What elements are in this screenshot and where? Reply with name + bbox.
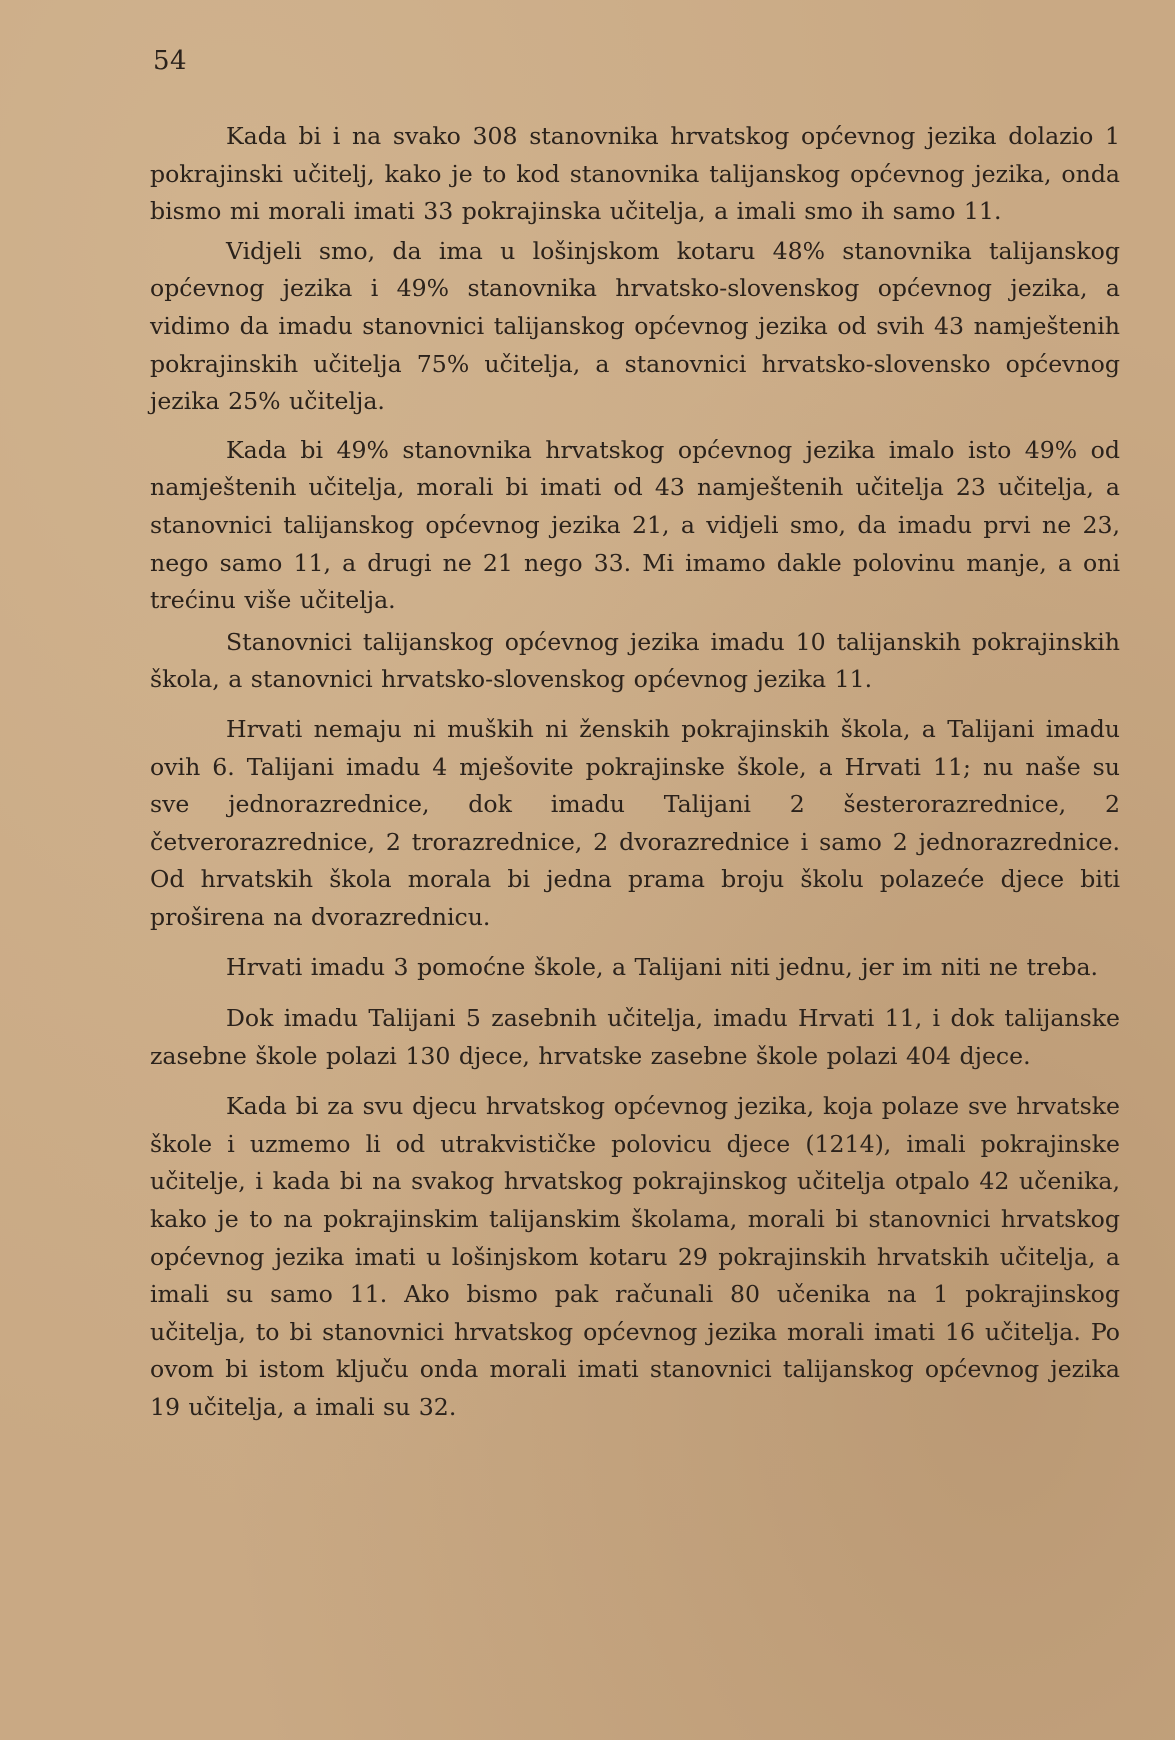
page-number: 54	[153, 46, 188, 76]
paragraph: Dok imadu Talijani 5 zasebnih učitelja, imadu Hrvati 11, i dok talijanske zasebne škole polazi 130 djece, hrvatske zasebne škole polazi 404 djece.	[150, 1004, 1120, 1070]
body-text	[150, 118, 1120, 1440]
paragraph: Kada bi za svu djecu hrvatskog općevnog jezika, koja polaze sve hrvatske škole i uzmemo li od utrakvističke polovicu djece (1214), imali pokrajinske učitelje, i kada bi na svakog hrvatskog pokrajinskog učitelja otpalo 42 učenika, kako je to na pokrajinskim talijanskim školama, morali bi stanovnici hrvatskog općevnog jezika imati u lošinjskom kotaru 29 pokrajinskih hrvatskih učitelja, a imali su samo 11. Ako bismo pak računali 80 učenika na 1 pokrajinskog učitelja, to bi stanovnici hrvatskog općevnog jezika morali imati 16 učitelja. Po ovom bi istom ključu onda morali imati stanovnici talijanskog općevnog jezika 19 učitelja, a imali su 32.	[150, 1092, 1120, 1421]
paragraph: Kada bi i na svako 308 stanovnika hrvatskog općevnog jezika dolazio 1 pokrajinski učitelj, kako je to kod stanovnika talijanskog općevnog jezika, onda bismo mi morali imati 33 pokrajinska učitelja, a imali smo ih samo 11.	[150, 122, 1120, 226]
paragraph: Vidjeli smo, da ima u lošinjskom kotaru 48% stanovnika talijanskog općevnog jezika i 49% stanovnika hrvatsko-slovenskog općevnog jezika, a vidimo da imadu stanovnici talijanskog općevnog jezika od svih 43 namještenih pokrajinskih učitelja 75% učitelja, a stanovnici hrvatsko-slovensko općevnog jezika 25% učitelja.	[150, 236, 1120, 416]
paragraph: Kada bi 49% stanovnika hrvatskog općevnog jezika imalo isto 49% od namještenih učitelja, morali bi imati od 43 namještenih učitelja 23 učitelja, a stanovnici talijanskog općevnog jezika 21, a vidjeli smo, da imadu prvi ne 23, nego samo 11, a drugi ne 21 nego 33. Mi imamo dakle polovinu manje, a oni trećinu više učitelja.	[150, 435, 1120, 615]
paragraph: Hrvati imadu 3 pomoćne škole, a Talijani niti jednu, jer im niti ne treba.	[226, 953, 1099, 982]
paragraph: Stanovnici talijanskog općevnog jezika imadu 10 talijanskih pokrajinskih škola, a stanovnici hrvatsko-slovenskog općevnog jezika 11.	[150, 627, 1120, 694]
paragraph: Hrvati nemaju ni muških ni ženskih pokrajinskih škola, a Talijani imadu ovih 6. Talijani imadu 4 mješovite pokrajinske škole, a Hrvati 11; nu naše su sve jednorazrednice, dok imadu Talijani 2 šesterorazrednice, 2 četverorazrednice, 2 trorazrednice, 2 dvorazrednice i samo 2 jednorazrednice. Od hrvatskih škola morala bi jedna prama broju školu polazeće djece biti proširena na dvorazrednicu.	[150, 714, 1120, 931]
